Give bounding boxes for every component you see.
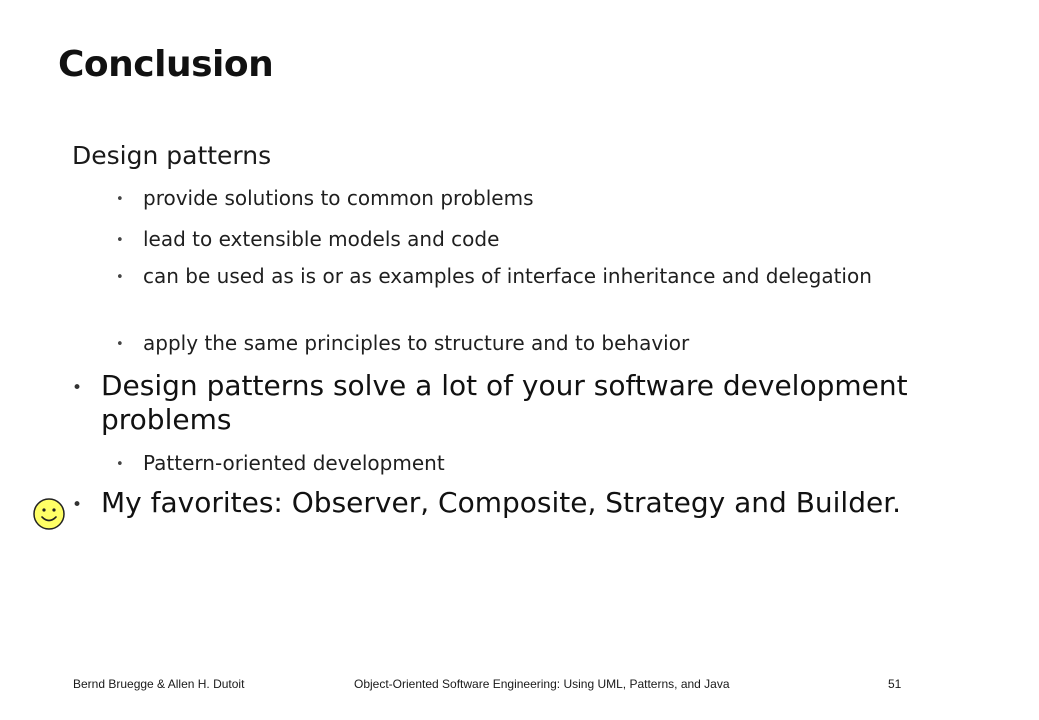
section-heading: Design patterns [72,141,272,170]
smiley-face-icon [32,497,66,531]
footer-authors: Bernd Bruegge & Allen H. Dutoit [73,677,245,691]
bullet-icon: • [116,457,124,472]
main-list-item: Design patterns solve a lot of your software development problems [101,369,908,436]
list-item: can be used as is or as examples of interface inheritance and delegation [143,264,872,288]
footer-page-number: 51 [888,677,902,691]
footer-book-title: Object-Oriented Software Engineering: Using UML, Patterns, and Java [354,677,730,691]
main-list-item: My favorites: Observer, Composite, Strategy and Builder. [101,486,902,519]
list-item: provide solutions to common problems [143,186,534,210]
bullet-icon: • [116,270,124,285]
bullet-icon: • [116,233,124,248]
bullet-icon: • [72,495,83,515]
bullet-icon: • [72,378,83,398]
list-item: Pattern-oriented development [143,451,445,475]
bullet-icon: • [116,337,124,352]
slide-title: Conclusion [58,44,274,85]
list-item: lead to extensible models and code [143,227,500,251]
bullet-icon: • [116,192,124,207]
list-item: apply the same principles to structure and to behavior [143,331,690,355]
